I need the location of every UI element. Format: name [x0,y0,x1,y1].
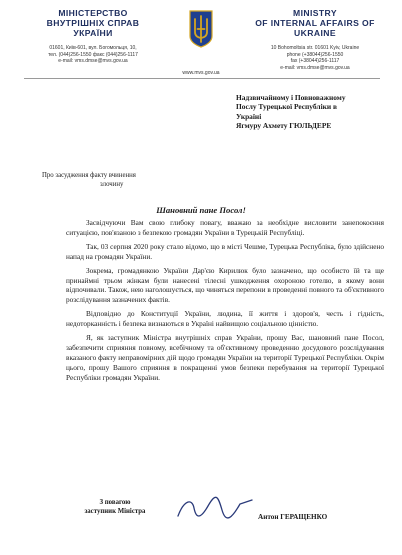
letterhead-en [240,8,390,71]
address-line: тел. (044)256-1550 факс (044)256-1117 [48,51,138,58]
subject-line [42,172,162,190]
address-en [240,45,390,71]
email-line: e-mail: vms.dmse@mvs.gov.ua [280,64,350,71]
addressee-line: Надзвичайному і Повноважному [236,93,346,102]
letter-body [66,218,384,387]
addressee-line: Послу Турецької Республіки в [236,102,337,112]
website-link[interactable]: www.mvs.gov.ua [182,70,220,76]
title-line: OF INTERNAL AFFAIRS OF [255,18,375,28]
letterhead-ua [18,8,168,65]
addressee-block [236,93,396,131]
title-line: MINISTRY [293,8,337,18]
ministry-title-en [240,8,390,38]
paragraph: Відповідно до Конституції України, людина, її життя і здоров'я, честь і гідність, недоторканність і безпека визнаються в Україні найвищою соціальною цінністю. [66,309,384,329]
addressee-name: Ягмуру Ахмету ГЮЛЬДЕРЕ [236,121,332,131]
addressee-line: Україні [236,111,262,121]
email-line: e-mail: vms.dmse@mvs.gov.ua [58,58,128,65]
address-line: 01601, Київ-601, вул. Богомольця, 10, [49,45,137,51]
closing-text: З повагою [99,499,131,506]
trident-icon [189,10,213,48]
address-line: 10 Bohomoltsia str. 01601 Kyiv, Ukraine [270,45,360,51]
header-divider [24,78,380,79]
closing-block [70,499,160,517]
title-line: МІНІСТЕРСТВО [58,8,128,18]
handwritten-signature [170,490,260,526]
paragraph: Так, 03 серпня 2020 року стало відомо, що в місті Чешме, Турецька Республіка, було здійснено напад на громадян України. [66,241,384,261]
paragraph: Зокрема, громадянкою України Дар'єю Кирилюк було зазначено, що особисто їй та ще принаймні трьом жінкам були нанесені тілесні ушкодження охороною готелю, в якому вони відпочивали. Також, нею наголошується, що чиняться перепони в проведенні повного та об'єктивного розслідування зазначених фактів. [66,265,384,305]
subject-text: Про засудження факту вчинення [42,172,136,179]
title-line: ВНУТРІШНІХ СПРАВ [46,18,140,28]
signatory-name: Антон ГЕРАЩЕНКО [258,513,328,521]
address-line: fax (+38044)256-1117 [290,58,340,65]
paragraph: Я, як заступник Міністра внутрішніх справ України, прошу Вас, шановний пане Посол, забезпечити сприяння повному, всебічному та об'єктивному проведенню досудового розслідування вказаного факту неправомірних дій щодо громадян України на території Турецької Республіки. Окрім цього, прошу Вашого сприяння в покращенні умов безпеки перебування на території Турецької Республіки громадян України. [66,333,384,382]
subject-text: злочину [100,180,124,188]
salutation: Шановний пане Посол! [156,205,246,215]
paragraph: Засвідчуючи Вам свою глибоку повагу, вважаю за необхідне висловити занепокоєння ситуацією, пов'язаною з безпекою громадян України в Турецькій Республіці. [66,218,384,237]
ministry-title-ua [18,8,168,38]
title-line: УКРАЇНИ [73,28,113,38]
address-ua [18,45,168,65]
address-line: phone (+38044)256-1550 [286,51,344,58]
signer-title: заступник Міністра [84,507,146,515]
title-line: UKRAINE [294,28,336,38]
